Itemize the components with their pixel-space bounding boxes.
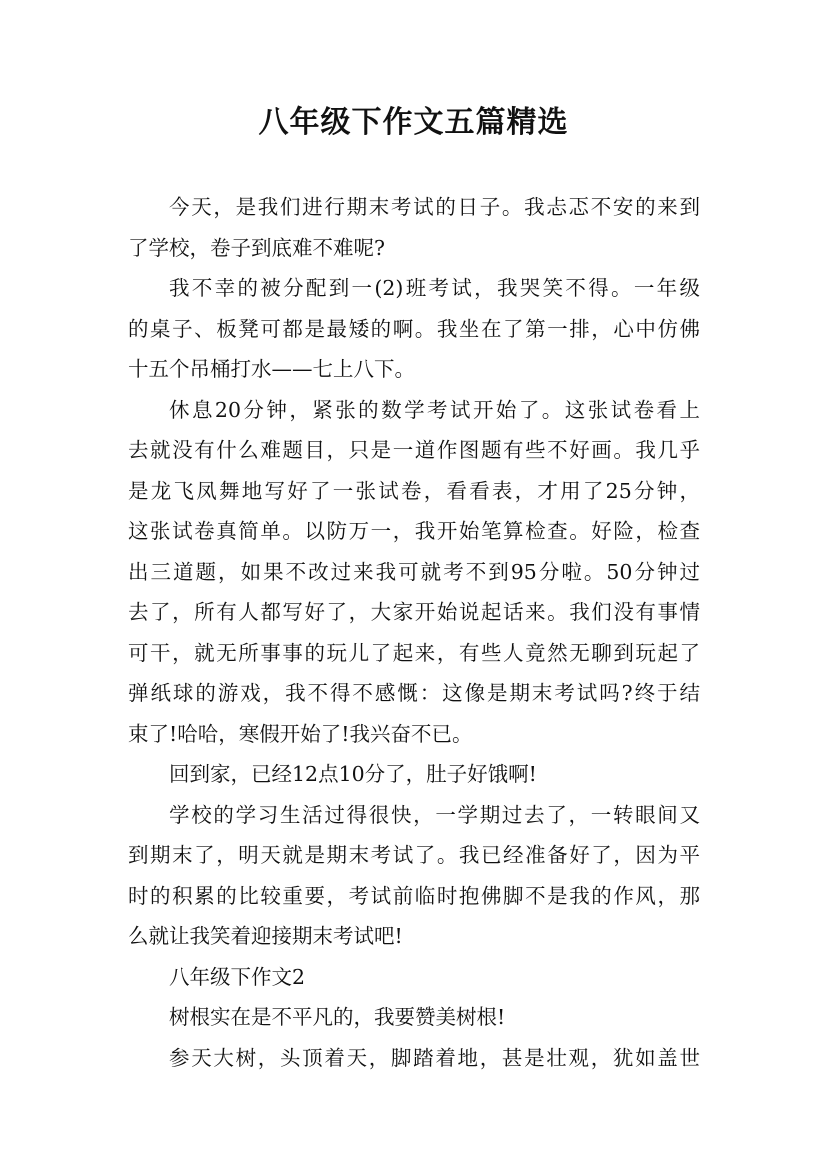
text-line: 树根实在是不平凡的，我要赞美树根! [169,1005,506,1029]
text-line: 去就没有什么难题目，只是一道作图题有些不好画。我几乎 [128,438,700,462]
text-line: 到期末了，明天就是期末考试了。我已经准备好了，因为平 [128,843,700,867]
text-line: 学校的学习生活过得很快，一学期过去了，一转眼间又 [169,802,700,827]
document-title: 八年级下作文五篇精选 [258,105,569,140]
text-line: 么就让我笑着迎接期末考试吧! [128,924,403,948]
text-line: 这张试卷真简单。以防万一，我开始笔算检查。好险，检查 [128,519,700,543]
text-line: 弹纸球的游戏，我不得不感慨：这像是期末考试吗?终于结 [128,681,700,705]
text-line: 八年级下作文2 [169,964,306,989]
text-line: 十五个吊桶打水——七上八下。 [128,357,415,381]
text-line: 出三道题，如果不改过来我可就考不到95分啦。50分钟过 [128,559,700,584]
text-line: 参天大树，头顶着天，脚踏着地，甚是壮观，犹如盖世 [169,1045,700,1070]
text-line: 了学校，卷子到底难不难呢? [128,235,385,260]
text-line: 时的积累的比较重要，考试前临时抱佛脚不是我的作风，那 [128,883,700,908]
text-line: 我不幸的被分配到一(2)班考试，我哭笑不得。一年级 [169,276,700,300]
text-line: 的桌子、板凳可都是最矮的啊。我坐在了第一排，心中仿佛 [128,316,700,341]
text-line: 回到家，已经12点10分了，肚子好饿啊! [169,762,537,786]
document-body [128,187,700,1078]
text-line: 去了，所有人都写好了，大家开始说起话来。我们没有事情 [128,600,700,624]
text-line: 是龙飞凤舞地写好了一张试卷，看看表，才用了25分钟， [128,478,700,503]
text-line: 今天，是我们进行期末考试的日子。我忐忑不安的来到 [169,195,700,219]
text-line: 可干，就无所事事的玩儿了起来，有些人竟然无聊到玩起了 [128,640,700,665]
text-line: 束了!哈哈，寒假开始了!我兴奋不已。 [128,721,473,746]
text-line: 休息20分钟，紧张的数学考试开始了。这张试卷看上 [169,397,700,422]
